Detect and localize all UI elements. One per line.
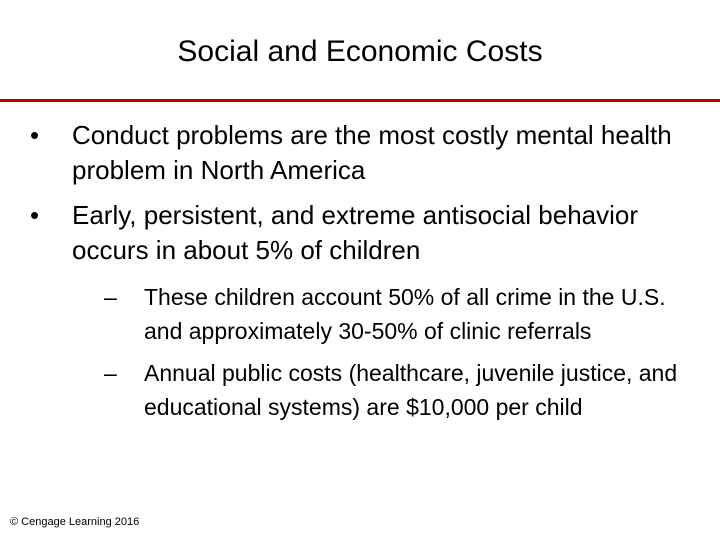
bullet-text: Conduct problems are the most costly mental health problem in North America: [72, 120, 672, 185]
copyright-footer: © Cengage Learning 2016: [10, 516, 140, 528]
bullet-item: [30, 118, 690, 188]
bullet-item: [30, 198, 690, 424]
title-divider: [0, 99, 720, 102]
sub-bullet-item: [104, 356, 690, 424]
bullet-marker: •: [30, 200, 40, 230]
sub-bullet-item: [104, 280, 690, 348]
sub-bullet-text: These children account 50% of all crime in the U.S. and approximately 30-50% of clinic referrals: [144, 284, 666, 344]
dash-marker: –: [104, 360, 117, 386]
sub-bullet-list: [72, 280, 690, 424]
bullet-marker: •: [30, 120, 40, 150]
bullet-list: [30, 118, 690, 434]
dash-marker: –: [104, 284, 117, 310]
slide-title: Social and Economic Costs: [177, 35, 543, 68]
sub-bullet-text: Annual public costs (healthcare, juvenile justice, and educational systems) are $10,000 per child: [144, 360, 678, 420]
bullet-text: Early, persistent, and extreme antisocial behavior occurs in about 5% of children: [72, 200, 639, 265]
